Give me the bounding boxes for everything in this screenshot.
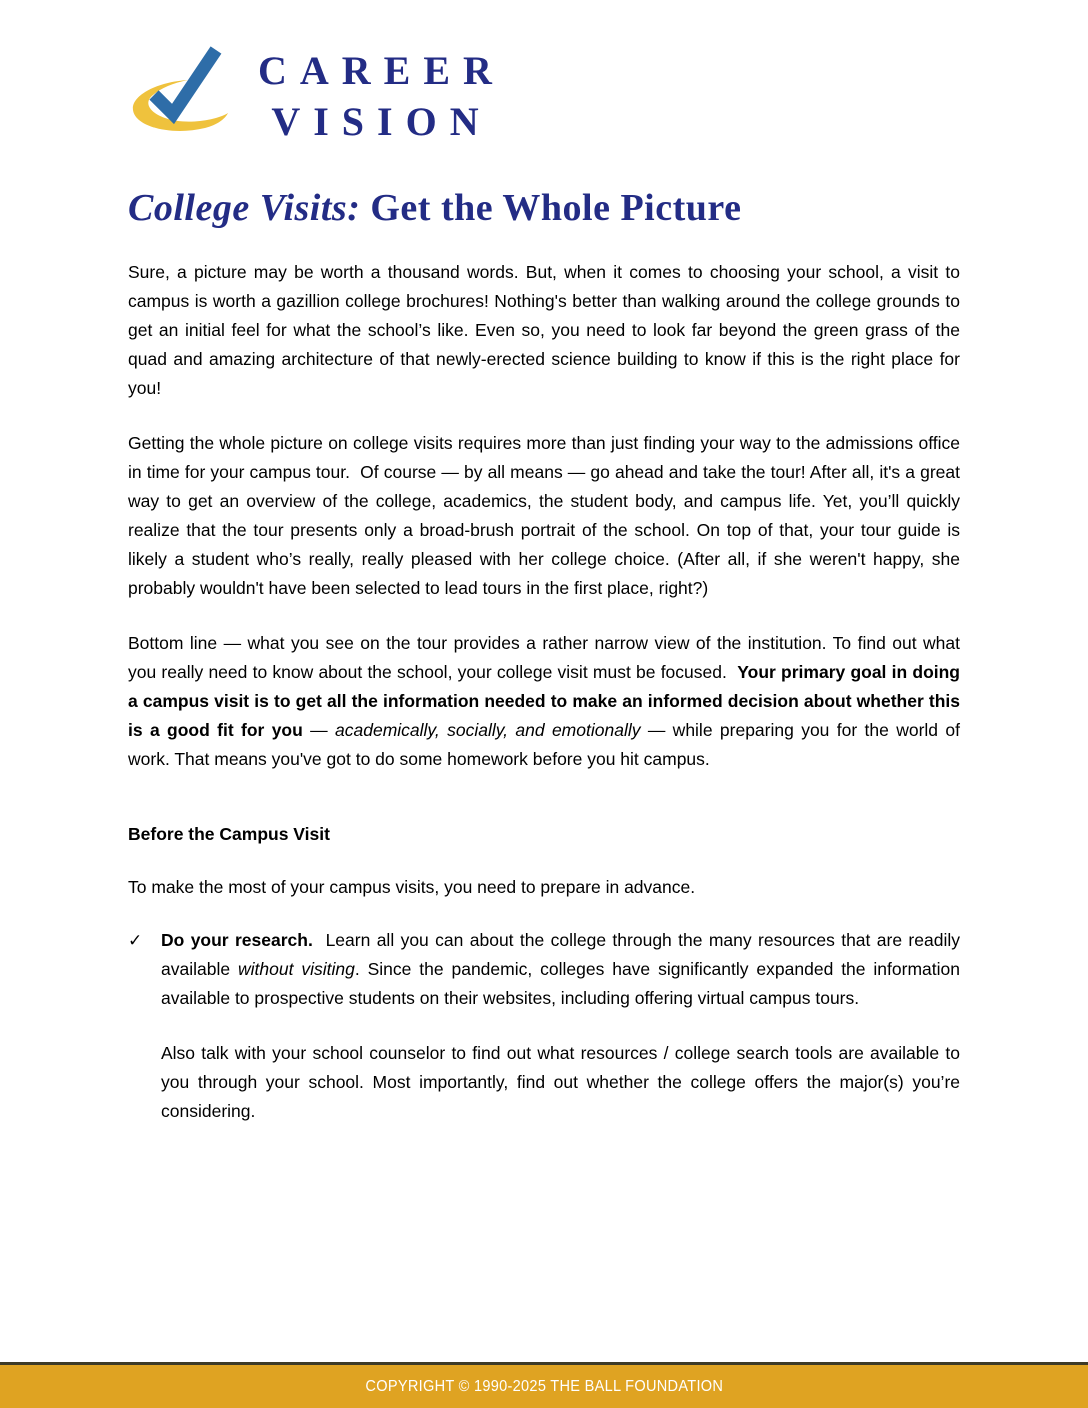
paragraph-whole-picture: Getting the whole picture on college visits requires more than just finding your way to the admissions office in time for your campus tour. Of course — by all means — go ahead and take the tour! After all, it's a great way to get an overview of the college, academics, the student body, and campus life. Yet, you’ll quickly realize that the tour presents only a broad-brush portrait of the school. On top of that, your tour guide is likely a student who’s really, really pleased with her college choice. (After all, if she weren't happy, she probably wouldn't have been selected to lead tours in the first place, right?)	[128, 433, 960, 598]
paragraph-intro-picture: Sure, a picture may be worth a thousand words. But, when it comes to choosing your school, a visit to campus is worth a gazillion college brochures! Nothing's better than walking around the college grounds to get an initial feel for what the school’s like. Even so, you need to look far beyond the green grass of the quad and amazing architecture of that newly-erected science building to know if this is the right place for you!	[128, 262, 960, 398]
section-intro-text: To make the most of your campus visits, you need to prepare in advance.	[128, 877, 696, 897]
page-title-italic-part: College Visits:	[128, 187, 361, 229]
page-title-normal-part: Get the Whole Picture	[360, 187, 742, 229]
check-swoosh-icon	[128, 46, 234, 146]
bullet-item-text: Do your research. Learn all you can about the college through the many resources that are readily available without visiting. Since the pandemic, colleges have significantly expanded the information available to prospective students on their websites, including offering virtual campus tours.	[161, 930, 960, 1008]
bullet-followup-paragraph: Also talk with your school counselor to find out what resources / college search tools are available to you through your school. Most importantly, find out whether the college offers the major(s) you’re considering.	[161, 1043, 960, 1121]
section-heading-before-campus-visit: Before the Campus Visit	[128, 824, 330, 844]
checkmark-bullet-icon: ✓	[128, 931, 143, 950]
logo-word-career: CAREER	[258, 48, 505, 93]
page-title	[128, 185, 960, 231]
footer-bar	[0, 1362, 1088, 1408]
career-vision-logo	[128, 45, 505, 147]
copyright-text: COPYRIGHT © 1990-2025 THE BALL FOUNDATION	[365, 1377, 723, 1395]
bullet-item-do-your-research	[128, 926, 960, 1013]
logo-word-vision: VISION	[271, 99, 492, 144]
logo-wordmark	[258, 45, 505, 147]
paragraph-bottom-line: Bottom line — what you see on the tour provides a rather narrow view of the institution. To find out what you really need to know about the school, your college visit must be focused. Your primary goal in doing a campus visit is to get all the information needed to make an informed decision about whether this is a good fit for you — academically, socially, and emotionally — while preparing you for the world of work. That means you've got to do some homework before you hit campus.	[128, 633, 961, 769]
check-shape	[154, 50, 216, 114]
